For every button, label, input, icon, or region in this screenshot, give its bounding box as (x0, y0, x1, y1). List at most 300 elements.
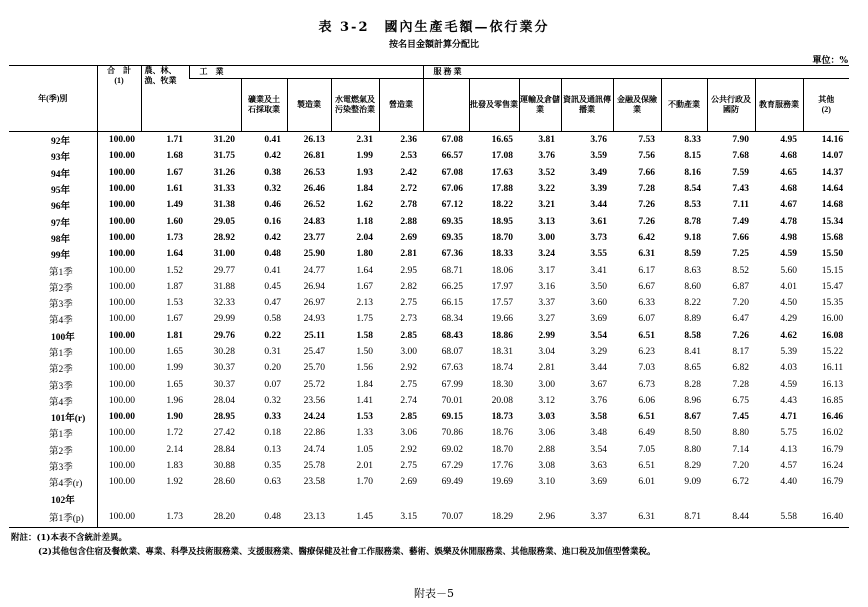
table-cell: 3.04 (538, 347, 555, 357)
table-cell: 24.83 (303, 216, 325, 227)
table-cell: 2.81 (538, 363, 555, 374)
header-industry-total (189, 79, 241, 132)
table-cell: 1.45 (331, 507, 379, 528)
table-cell: 3.44 (590, 363, 607, 374)
row-label: 第1季(p) (9, 507, 97, 528)
row-label: 第4季 (49, 316, 73, 327)
table-row (9, 328, 849, 344)
table-cell: 31.20 (213, 135, 235, 146)
table-cell: 14.07 (821, 151, 844, 162)
row-label: 92年 (51, 137, 71, 148)
table-cell: 7.05 (638, 444, 655, 455)
table-cell: 1.64 (166, 249, 183, 260)
table-cell (241, 491, 287, 507)
table-cell (97, 491, 141, 507)
table-cell: 16.46 (821, 412, 844, 423)
table-cell: 8.44 (707, 507, 755, 528)
table-cell: 8.80 (684, 444, 701, 455)
row-label: 98年 (51, 234, 71, 245)
table-cell: 2.75 (400, 379, 417, 390)
table-cell: 8.15 (684, 151, 701, 162)
header-transport: 運輸及倉儲業 (519, 79, 561, 132)
table-row (9, 279, 849, 295)
table-cell: 15.15 (821, 265, 844, 276)
table-row (9, 491, 849, 507)
table-cell: 15.22 (821, 347, 844, 357)
table-cell: 0.31 (264, 347, 281, 357)
table-row (9, 393, 849, 409)
table-row (9, 311, 849, 327)
table-cell: 18.30 (491, 379, 513, 390)
table-cell: 18.95 (491, 216, 513, 227)
table-cell: 3.06 (538, 428, 555, 439)
header-utilities: 水電燃氣及污染整治業 (331, 79, 379, 132)
row-label: 96年 (51, 202, 71, 213)
table-cell: 7.90 (732, 135, 749, 146)
table-cell: 1.18 (356, 216, 373, 227)
table-cell: 4.40 (780, 477, 797, 488)
table-cell: 100.00 (97, 360, 141, 376)
table-cell: 16.79 (821, 444, 844, 455)
table-cell: 3.54 (590, 330, 607, 341)
table-cell: 29.76 (213, 330, 235, 341)
table-cell: 8.17 (732, 347, 749, 357)
row-label: 100年 (51, 332, 75, 343)
table-cell: 100.00 (97, 295, 141, 311)
table-cell: 2.96 (519, 507, 561, 528)
table-cell: 100.00 (97, 425, 141, 441)
table-cell: 29.05 (213, 216, 235, 227)
table-cell (561, 491, 613, 507)
table-body (9, 132, 849, 528)
table-cell: 6.31 (613, 507, 661, 528)
header-services: 服 務 業 (423, 66, 849, 79)
table-cell: 26.53 (303, 167, 325, 178)
table-cell: 7.66 (638, 167, 655, 178)
table-cell: 4.68 (780, 151, 797, 162)
table-cell: 1.93 (356, 167, 373, 178)
table-cell: 100.00 (97, 230, 141, 246)
table-cell: 0.18 (264, 428, 281, 439)
table-cell: 7.28 (732, 379, 749, 390)
table-cell: 0.20 (264, 363, 281, 374)
table-cell: 7.56 (638, 151, 655, 162)
table-cell: 1.92 (166, 477, 183, 488)
table-cell: 18.74 (491, 363, 513, 374)
header-publicadmin: 公共行政及國防 (707, 79, 755, 132)
table-cell: 2.75 (400, 461, 417, 472)
table-row (9, 262, 849, 278)
table-cell: 6.17 (638, 265, 655, 276)
table-cell: 18.70 (491, 232, 513, 243)
header-total: 合 計 (1) (97, 66, 141, 132)
table-cell: 27.42 (213, 428, 235, 439)
table-cell: 100.00 (97, 262, 141, 278)
table-cell: 2.95 (400, 265, 417, 276)
table-cell: 2.36 (400, 135, 417, 146)
table-cell: 9.09 (684, 477, 701, 488)
table-cell: 3.13 (538, 216, 555, 227)
table-cell: 1.33 (356, 428, 373, 439)
table-cell: 6.47 (732, 314, 749, 325)
table-cell: 0.13 (264, 444, 281, 455)
table-row (9, 181, 849, 197)
table-cell: 3.29 (590, 347, 607, 357)
table-cell: 19.69 (491, 477, 513, 488)
table-cell: 6.75 (732, 395, 749, 406)
table-cell: 1.71 (166, 135, 183, 146)
table-cell: 7.25 (732, 249, 749, 260)
table-cell: 16.02 (821, 428, 844, 439)
table-cell: 1.53 (356, 412, 373, 423)
table-cell: 1.73 (141, 507, 189, 528)
table-cell: 100.00 (97, 458, 141, 474)
table-cell: 1.68 (166, 151, 183, 162)
table-cell: 3.69 (590, 314, 607, 325)
table-cell: 14.64 (821, 184, 844, 195)
table-cell: 67.36 (441, 249, 463, 260)
table-cell: 5.60 (780, 265, 797, 276)
table-cell: 1.72 (166, 428, 183, 439)
table-cell: 3.00 (400, 347, 417, 357)
table-cell: 23.13 (287, 507, 331, 528)
table-cell: 0.42 (264, 151, 281, 162)
table-cell: 68.71 (441, 265, 463, 276)
table-cell: 67.29 (441, 461, 463, 472)
table-cell: 3.50 (590, 281, 607, 292)
table-cell: 28.20 (189, 507, 241, 528)
table-cell: 2.42 (400, 167, 417, 178)
table-cell: 4.03 (780, 363, 797, 374)
table-cell: 2.99 (538, 330, 555, 341)
table-cell: 2.04 (356, 232, 373, 243)
table-cell: 3.44 (590, 200, 607, 211)
table-cell: 0.46 (264, 200, 281, 211)
header-other: 其他 (2) (803, 79, 849, 132)
table-cell: 4.78 (780, 216, 797, 227)
table-cell: 6.67 (638, 281, 655, 292)
table-cell: 31.75 (213, 151, 235, 162)
table-cell (141, 491, 189, 507)
table-cell: 16.40 (803, 507, 849, 528)
table-cell: 15.35 (821, 298, 844, 309)
table-cell: 2.75 (400, 298, 417, 309)
table-cell: 70.86 (441, 428, 463, 439)
table-cell: 3.63 (590, 461, 607, 472)
table-cell: 100.00 (97, 344, 141, 360)
table-cell: 100.00 (97, 213, 141, 229)
table-cell: 67.99 (441, 379, 463, 390)
table-cell: 3.39 (590, 184, 607, 195)
table-cell: 6.51 (638, 412, 655, 423)
table-cell: 2.01 (356, 461, 373, 472)
table-cell: 17.97 (491, 281, 513, 292)
table-cell: 8.71 (661, 507, 707, 528)
table-cell: 7.53 (638, 135, 655, 146)
table-cell: 8.58 (684, 330, 701, 341)
table-cell: 3.81 (538, 135, 555, 146)
table-cell: 100.00 (97, 181, 141, 197)
table-cell: 3.76 (590, 135, 607, 146)
table-cell: 100.00 (97, 507, 141, 528)
table-cell: 1.65 (166, 347, 183, 357)
table-cell: 2.72 (400, 184, 417, 195)
table-cell: 25.78 (303, 461, 325, 472)
table-cell: 16.85 (821, 395, 844, 406)
table-cell: 4.59 (780, 249, 797, 260)
table-cell: 3.00 (538, 379, 555, 390)
table-cell: 3.54 (590, 444, 607, 455)
table-cell: 0.41 (264, 265, 281, 276)
table-row (9, 132, 849, 149)
table-cell: 1.90 (166, 412, 183, 423)
table-cell: 26.97 (303, 298, 325, 309)
table-cell: 7.26 (638, 216, 655, 227)
table-cell: 2.85 (400, 412, 417, 423)
table-cell: 7.26 (638, 200, 655, 211)
table-cell: 0.33 (264, 412, 281, 423)
table-cell: 26.81 (303, 151, 325, 162)
table-cell: 28.92 (213, 232, 235, 243)
table-cell: 100.00 (97, 148, 141, 164)
header-trade: 批發及零售業 (469, 79, 519, 132)
table-cell: 4.43 (780, 395, 797, 406)
table-cell: 1.60 (166, 216, 183, 227)
table-cell: 3.15 (379, 507, 423, 528)
table-cell: 3.17 (538, 265, 555, 276)
table-cell: 3.55 (590, 249, 607, 260)
table-row (9, 230, 849, 246)
table-cell: 1.99 (166, 363, 183, 374)
table-cell: 100.00 (97, 311, 141, 327)
table-cell: 3.67 (590, 379, 607, 390)
table-cell: 7.26 (732, 330, 749, 341)
table-cell: 1.61 (166, 184, 183, 195)
table-cell: 16.11 (822, 363, 844, 374)
table-cell: 18.06 (491, 265, 513, 276)
row-label: 97年 (51, 218, 71, 229)
table-cell: 9.18 (684, 232, 701, 243)
row-label: 93年 (51, 153, 71, 164)
table-row (9, 213, 849, 229)
table-subtitle: 按名目金額計算分配比 (388, 40, 479, 50)
header-education: 教育服務業 (755, 79, 803, 132)
table-cell: 0.22 (264, 330, 281, 341)
table-cell: 0.07 (264, 379, 281, 390)
table-cell: 8.41 (684, 347, 701, 357)
row-label: 第3季 (49, 381, 73, 392)
table-cell: 31.88 (213, 281, 235, 292)
table-cell: 15.34 (821, 216, 844, 227)
table-cell: 2.69 (400, 477, 417, 488)
table-cell: 1.80 (356, 249, 373, 260)
table-cell (287, 491, 331, 507)
table-cell: 1.99 (356, 151, 373, 162)
table-cell: 100.00 (97, 246, 141, 262)
table-row (9, 246, 849, 262)
table-row (9, 165, 849, 181)
table-cell: 3.10 (538, 477, 555, 488)
table-cell: 4.57 (780, 461, 797, 472)
table-cell: 2.92 (400, 444, 417, 455)
table-cell: 18.31 (491, 347, 513, 357)
table-cell: 8.29 (684, 461, 701, 472)
table-cell: 24.93 (303, 314, 325, 325)
row-label: 第4季 (49, 397, 73, 408)
table-cell: 18.76 (491, 428, 513, 439)
table-cell: 16.65 (491, 135, 513, 146)
table-row (9, 376, 849, 392)
table-cell: 2.88 (400, 216, 417, 227)
table-cell: 6.82 (732, 363, 749, 374)
table-row (9, 295, 849, 311)
header-ict: 資訊及通訊傳播業 (561, 79, 613, 132)
table-cell: 8.33 (684, 135, 701, 146)
table-cell: 0.35 (264, 461, 281, 472)
table-cell: 6.51 (638, 330, 655, 341)
table-cell (613, 491, 661, 507)
table-cell: 25.47 (303, 347, 325, 357)
table-cell: 2.85 (400, 330, 417, 341)
table-cell: 8.63 (684, 265, 701, 276)
table-cell (379, 491, 423, 507)
table-cell: 1.62 (356, 200, 373, 211)
table-cell: 100.00 (97, 197, 141, 213)
table-cell: 8.53 (684, 200, 701, 211)
table-cell: 19.66 (491, 314, 513, 325)
table-cell: 18.29 (469, 507, 519, 528)
footnote-1: 附註：(1)本表不含統計差異。 (11, 533, 127, 543)
table-row (9, 360, 849, 376)
table-cell: 6.31 (638, 249, 655, 260)
table-cell: 66.25 (441, 281, 463, 292)
table-cell: 7.28 (638, 184, 655, 195)
table-cell: 7.49 (732, 216, 749, 227)
table-cell: 2.88 (538, 444, 555, 455)
table-cell: 22.86 (303, 428, 325, 439)
table-cell: 6.33 (638, 298, 655, 309)
table-cell: 69.35 (441, 216, 463, 227)
table-cell: 3.76 (538, 151, 555, 162)
table-cell: 1.50 (356, 347, 373, 357)
table-cell: 100.00 (97, 132, 141, 149)
table-cell: 26.46 (303, 184, 325, 195)
table-cell: 1.56 (356, 363, 373, 374)
table-cell: 2.69 (400, 232, 417, 243)
table-cell: 30.28 (213, 347, 235, 357)
table-cell: 25.72 (303, 379, 325, 390)
table-row (9, 197, 849, 213)
row-label: 95年 (51, 186, 71, 197)
table-cell: 2.82 (400, 281, 417, 292)
table-cell: 3.58 (590, 412, 607, 423)
table-cell: 6.87 (732, 281, 749, 292)
table-cell: 16.13 (821, 379, 844, 390)
table-cell: 4.50 (780, 298, 797, 309)
table-cell: 3.41 (590, 265, 607, 276)
table-cell: 3.37 (561, 507, 613, 528)
table-cell: 1.84 (356, 184, 373, 195)
table-cell: 18.86 (491, 330, 513, 341)
table-cell: 24.77 (303, 265, 325, 276)
table-cell: 67.08 (441, 135, 463, 146)
table-cell: 2.31 (356, 135, 373, 146)
table-cell: 4.95 (780, 135, 797, 146)
row-label: 94年 (51, 169, 71, 180)
table-cell: 26.52 (303, 200, 325, 211)
table-cell: 3.21 (538, 200, 555, 211)
table-cell (755, 491, 803, 507)
table-row (9, 442, 849, 458)
table-cell: 68.43 (441, 330, 463, 341)
table-cell: 8.60 (684, 281, 701, 292)
table-cell: 8.22 (684, 298, 701, 309)
table-cell: 28.95 (213, 412, 235, 423)
table-cell: 1.73 (166, 232, 183, 243)
table-cell: 70.07 (423, 507, 469, 528)
header-realestate: 不動產業 (661, 79, 707, 132)
table-cell: 16.00 (821, 314, 844, 325)
table-cell: 2.53 (400, 151, 417, 162)
row-label: 第2季 (49, 365, 73, 376)
table-cell: 15.50 (821, 249, 844, 260)
table-cell: 0.45 (264, 281, 281, 292)
table-cell: 1.67 (356, 281, 373, 292)
table-row (9, 458, 849, 474)
table-cell: 29.77 (213, 265, 235, 276)
table-cell: 6.51 (638, 461, 655, 472)
table-cell: 1.96 (166, 395, 183, 406)
table-cell: 29.99 (213, 314, 235, 325)
row-label: 99年 (51, 251, 71, 262)
table-cell: 69.35 (441, 232, 463, 243)
table-cell: 3.22 (538, 184, 555, 195)
table-cell: 8.89 (684, 314, 701, 325)
table-cell (707, 491, 755, 507)
table-cell: 67.63 (441, 363, 463, 374)
table-cell: 6.23 (638, 347, 655, 357)
table-cell: 0.32 (264, 395, 281, 406)
table-cell (661, 491, 707, 507)
table-cell: 15.68 (821, 232, 844, 243)
table-cell: 4.62 (780, 330, 797, 341)
table-cell: 0.63 (264, 477, 281, 488)
table-cell: 3.06 (400, 428, 417, 439)
table-cell: 2.78 (400, 200, 417, 211)
table-cell: 4.01 (780, 281, 797, 292)
table-cell: 67.06 (441, 184, 463, 195)
table-cell: 3.00 (538, 232, 555, 243)
table-cell: 32.33 (213, 298, 235, 309)
table-row (9, 148, 849, 164)
table-cell: 2.92 (400, 363, 417, 374)
table-cell: 26.13 (303, 135, 325, 146)
table-cell: 0.47 (264, 298, 281, 309)
table-cell: 70.01 (441, 395, 463, 406)
table-cell: 4.71 (780, 412, 797, 423)
table-cell: 30.88 (213, 461, 235, 472)
table-cell: 1.52 (166, 265, 183, 276)
table-cell: 28.84 (213, 444, 235, 455)
table-cell: 1.64 (356, 265, 373, 276)
table-cell: 1.41 (356, 395, 373, 406)
table-cell: 3.60 (590, 298, 607, 309)
table-cell: 0.32 (264, 184, 281, 195)
table-cell: 8.52 (732, 265, 749, 276)
table-cell: 5.58 (755, 507, 803, 528)
table-cell: 8.78 (684, 216, 701, 227)
header-manufacturing: 製造業 (287, 79, 331, 132)
